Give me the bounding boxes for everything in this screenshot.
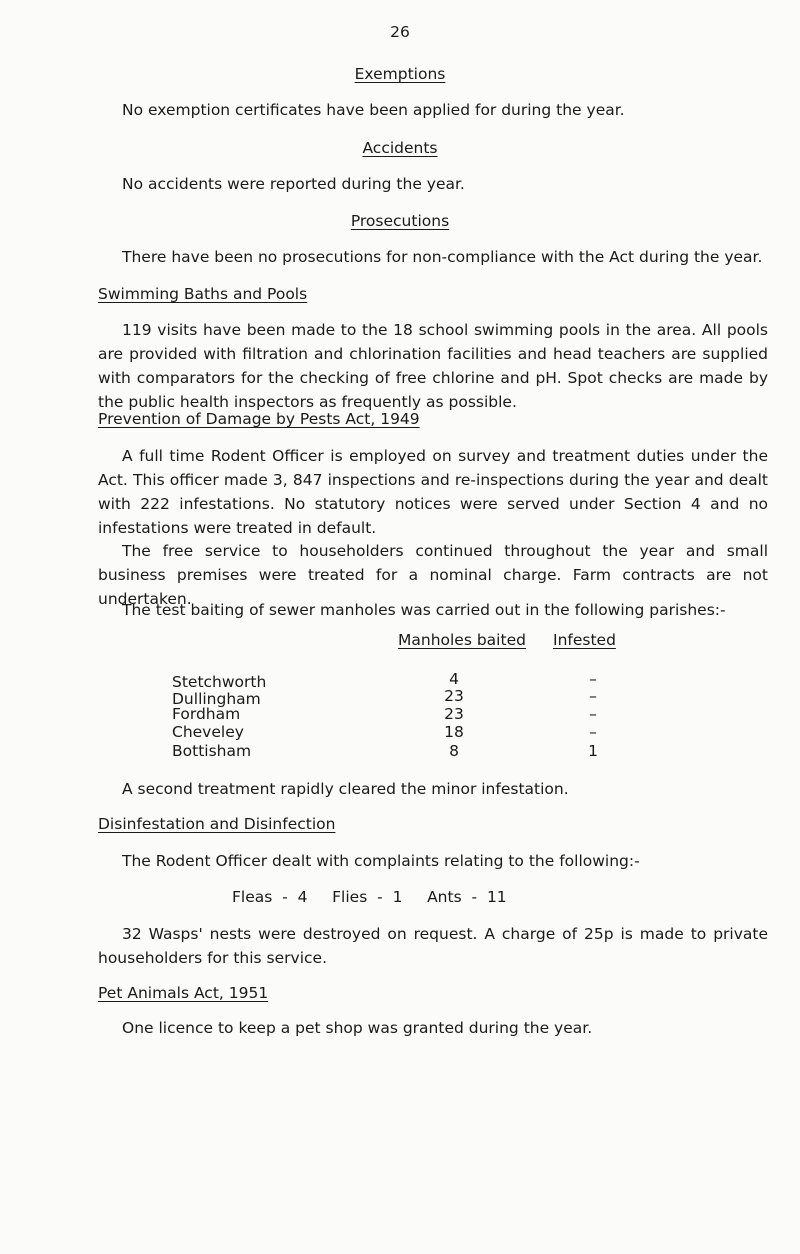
header-manholes-baited: Manholes baited bbox=[398, 631, 526, 649]
table-row-parish: Cheveley bbox=[172, 723, 244, 741]
table-row-parish: Bottisham bbox=[172, 742, 252, 760]
heading-swimming: Swimming Baths and Pools bbox=[98, 285, 308, 303]
pest-counts: Fleas - 4 Flies - 1 Ants - 11 bbox=[232, 888, 507, 906]
page-number: 26 bbox=[390, 23, 410, 41]
table-row-parish: Dullingham bbox=[172, 690, 261, 708]
heading-accidents: Accidents bbox=[362, 139, 438, 157]
table-row-baited: 8 bbox=[449, 742, 459, 760]
table-row-infested: – bbox=[589, 687, 597, 705]
table-row-infested: – bbox=[589, 723, 597, 741]
heading-pests-act: Prevention of Damage by Pests Act, 1949 bbox=[98, 410, 420, 428]
table-row-parish: Stetchworth bbox=[172, 673, 267, 691]
table-row-parish: Fordham bbox=[172, 705, 241, 723]
heading-disinfestation: Disinfestation and Disinfection bbox=[98, 815, 336, 833]
table-row-baited: 23 bbox=[444, 705, 464, 723]
pet-animals-text: One licence to keep a pet shop was granted during the year. bbox=[122, 1019, 593, 1037]
table-row-baited: 23 bbox=[444, 687, 464, 705]
heading-exemptions: Exemptions bbox=[354, 65, 446, 83]
prosecutions-text: There have been no prosecutions for non-compliance with the Act during the year. bbox=[122, 248, 763, 266]
table-row-infested: 1 bbox=[588, 742, 598, 760]
pests-para-4: A second treatment rapidly cleared the minor infestation. bbox=[122, 780, 569, 798]
disinfestation-para-1: The Rodent Officer dealt with complaints relating to the following:- bbox=[122, 852, 640, 870]
table-row-infested: – bbox=[589, 670, 597, 688]
pests-para-3: The test baiting of sewer manholes was carried out in the following parishes:- bbox=[122, 601, 726, 619]
exemptions-text: No exemption certificates have been applied for during the year. bbox=[122, 101, 625, 119]
table-row-infested: – bbox=[589, 705, 597, 723]
heading-pet-animals: Pet Animals Act, 1951 bbox=[98, 984, 269, 1002]
table-row-baited: 4 bbox=[449, 670, 459, 688]
header-infested: Infested bbox=[553, 631, 616, 649]
accidents-text: No accidents were reported during the year. bbox=[122, 175, 465, 193]
pests-para-1: A full time Rodent Officer is employed on survey and treatment duties under the Act. This officer made 3, 847 inspections and re-inspections during the year and dealt with 222 infestations. No statutory notices were served under Section 4 and no infestations were treated in default. bbox=[98, 447, 768, 537]
swimming-text: 119 visits have been made to the 18 school swimming pools in the area. All pools are provided with filtration and chlorination facilities and head teachers are supplied with comparators for the checking of free chlorine and pH. Spot checks are made by the public health inspectors as frequently as possible. bbox=[98, 321, 768, 411]
heading-prosecutions: Prosecutions bbox=[350, 212, 450, 230]
disinfestation-para-2: 32 Wasps' nests were destroyed on request. A charge of 25p is made to private householders for this service. bbox=[98, 925, 768, 967]
table-row-baited: 18 bbox=[444, 723, 464, 741]
pests-para-2: The free service to householders continued throughout the year and small business premises were treated for a nominal charge. Farm contracts are not undertaken. bbox=[98, 542, 768, 608]
